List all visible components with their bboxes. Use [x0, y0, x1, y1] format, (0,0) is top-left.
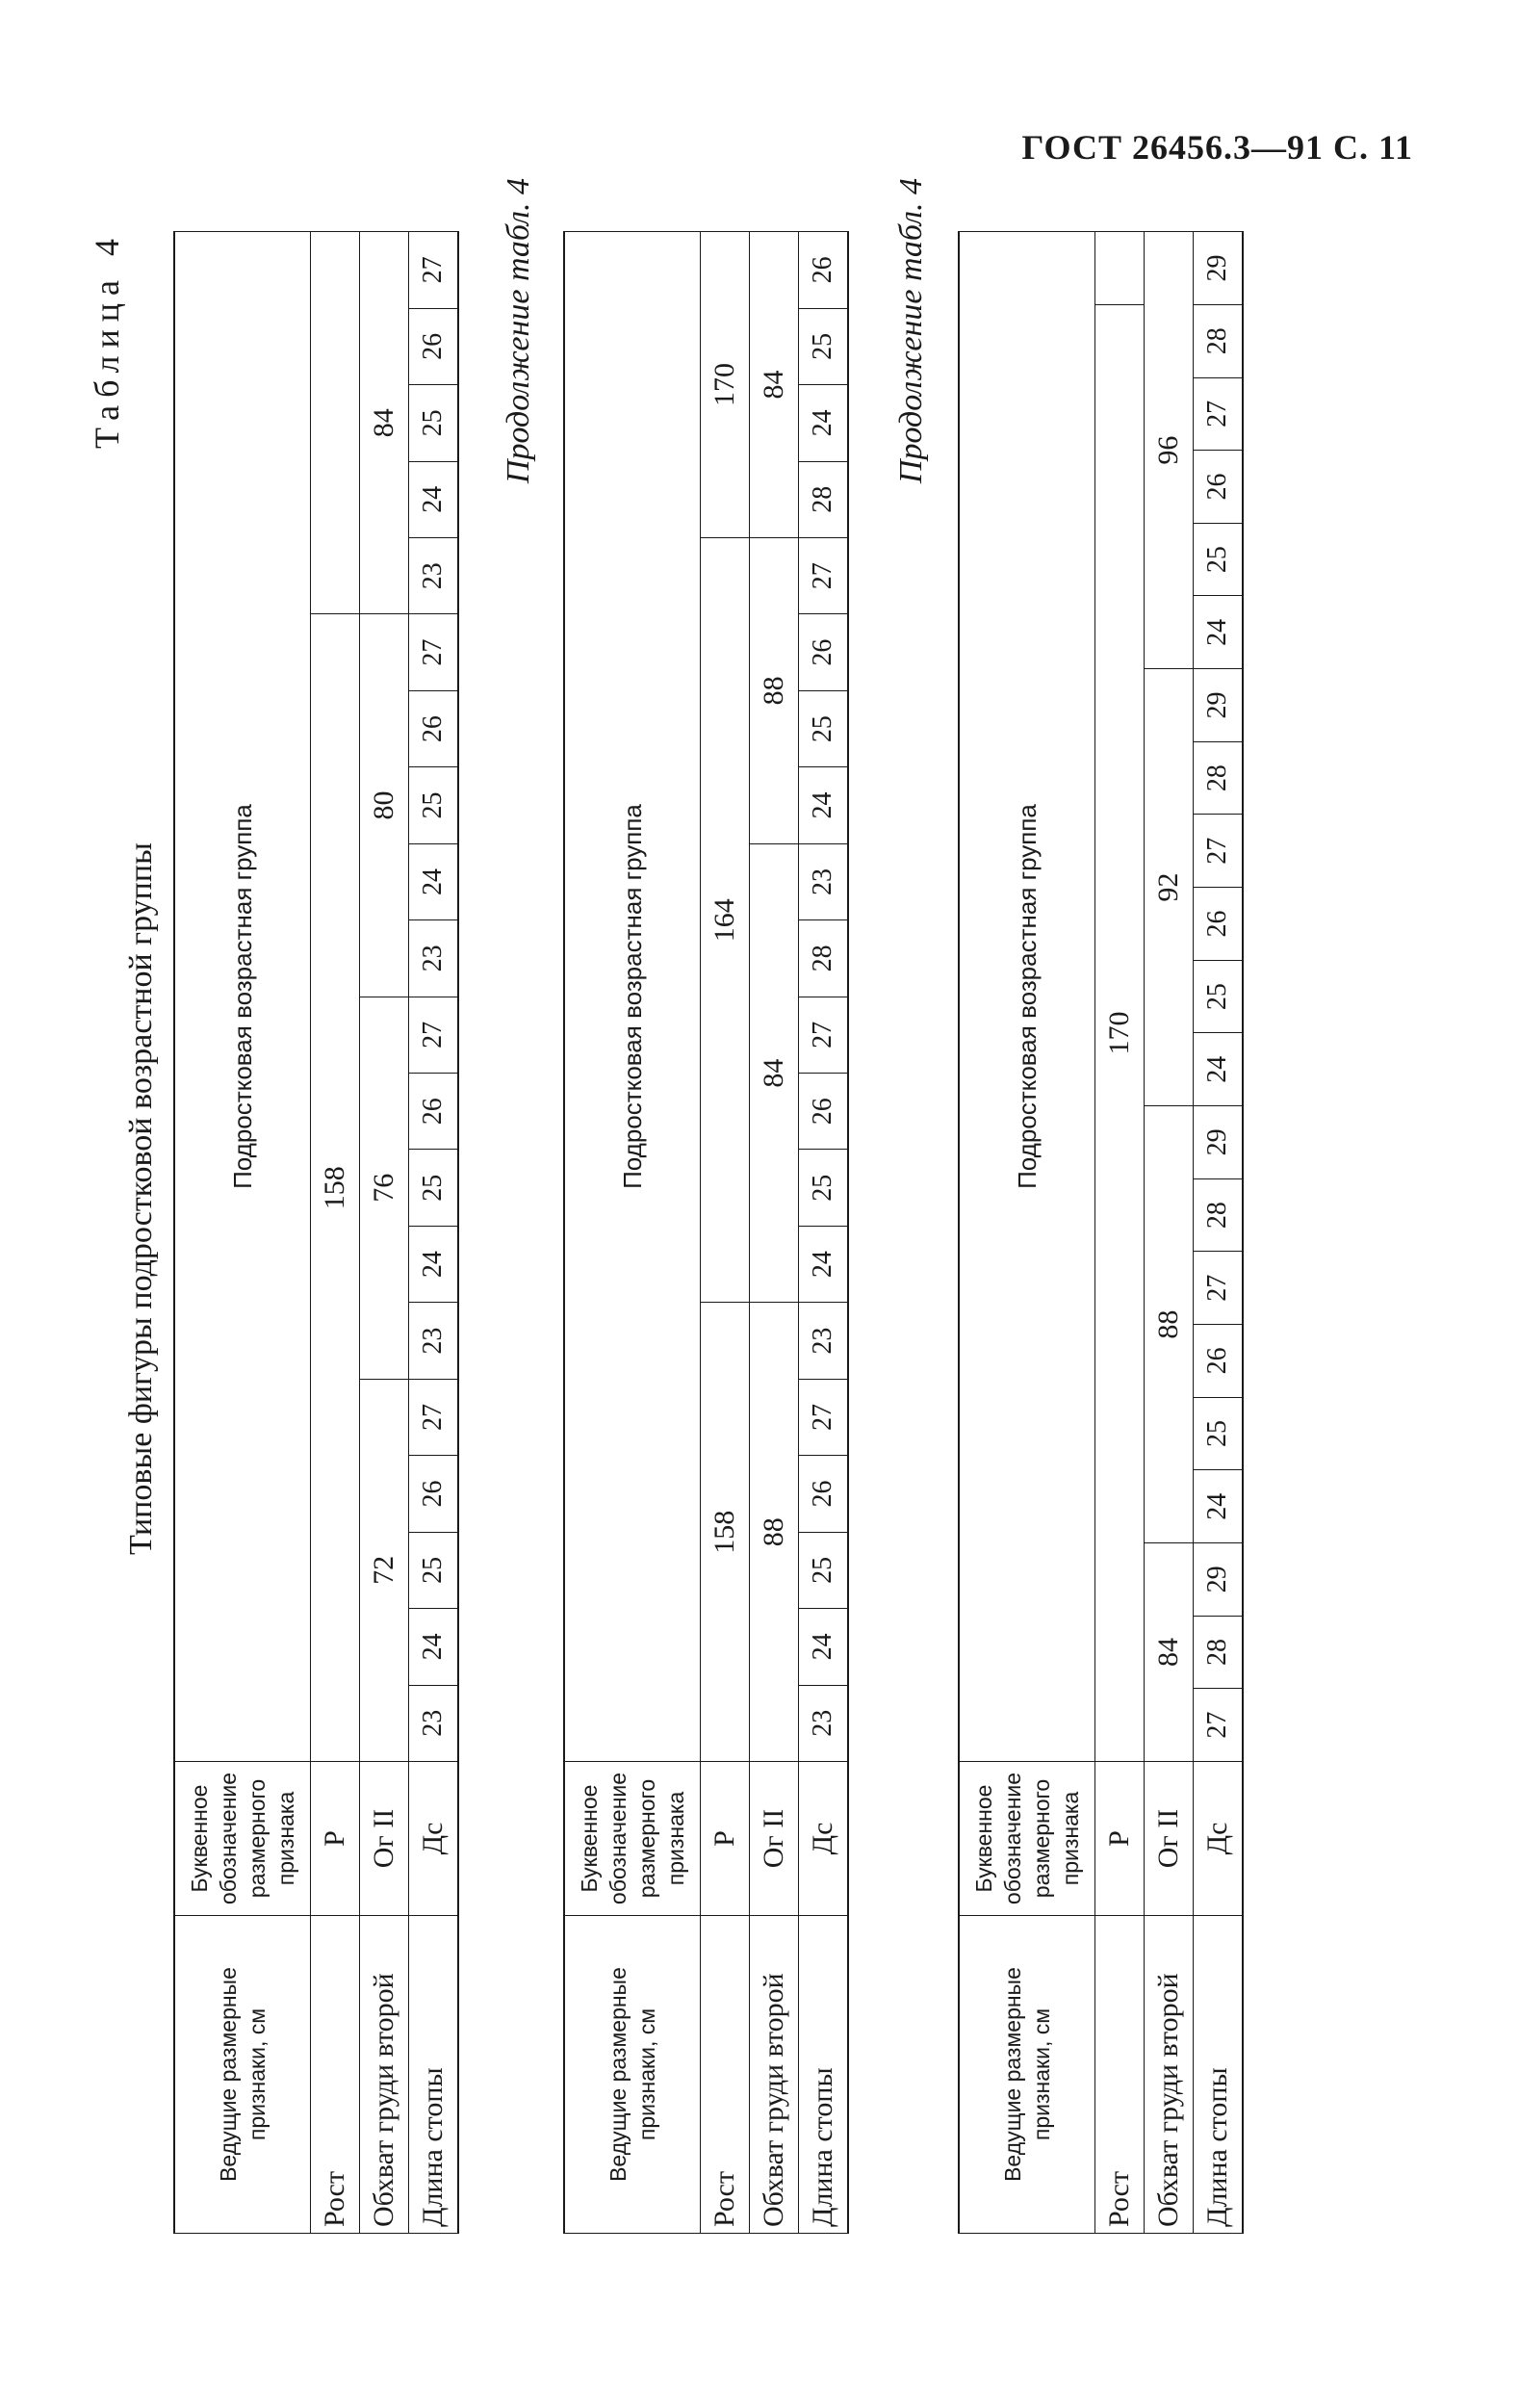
- row-label-height: Рост: [311, 1916, 360, 2234]
- foot-length-value: 27: [1194, 377, 1244, 451]
- foot-length-value: 23: [799, 1685, 849, 1761]
- foot-length-value: 27: [1194, 1689, 1244, 1762]
- row-label-foot: Длина стопы: [1194, 1916, 1244, 2234]
- foot-length-value: 28: [799, 461, 849, 537]
- header-letter-designation: Буквенное обозначение размерного признака: [564, 1762, 701, 1916]
- letter-chest: Ог II: [1145, 1762, 1194, 1916]
- foot-length-value: 26: [409, 690, 459, 766]
- height-blank: [1095, 232, 1145, 305]
- foot-length-value: 28: [1194, 741, 1244, 815]
- letter-height: Р: [311, 1762, 360, 1916]
- foot-length-value: 28: [799, 920, 849, 997]
- foot-length-value: 24: [1194, 596, 1244, 669]
- header-age-group: Подростковая возрастная группа: [174, 232, 311, 1762]
- chest-value: 88: [750, 1303, 799, 1762]
- letter-height: Р: [701, 1762, 750, 1916]
- table-label: Таблица 4: [88, 231, 126, 449]
- foot-length-value: 25: [1194, 523, 1244, 596]
- foot-length-value: 27: [799, 538, 849, 614]
- foot-length-value: 24: [1194, 1470, 1244, 1543]
- foot-length-value: 28: [1194, 304, 1244, 377]
- height-blank: [311, 232, 360, 614]
- table-block-2: [563, 231, 849, 2234]
- chest-value: 76: [360, 997, 409, 1379]
- foot-length-value: 24: [1194, 1033, 1244, 1106]
- foot-length-value: 24: [799, 1609, 849, 1685]
- row-label-height: Рост: [701, 1916, 750, 2234]
- foot-length-value: 25: [409, 767, 459, 843]
- foot-length-value: 25: [1194, 1397, 1244, 1470]
- chest-value: 72: [360, 1379, 409, 1761]
- letter-foot: Дс: [1194, 1762, 1244, 1916]
- chest-value: 84: [750, 232, 799, 538]
- foot-length-value: 28: [1194, 1178, 1244, 1252]
- foot-length-value: 29: [1194, 1106, 1244, 1179]
- row-label-foot: Длина стопы: [409, 1916, 459, 2234]
- height-value: 158: [311, 614, 360, 1762]
- foot-length-value: 26: [409, 1456, 459, 1532]
- foot-length-value: 26: [409, 1074, 459, 1150]
- letter-chest: Ог II: [750, 1762, 799, 1916]
- foot-length-value: 27: [409, 614, 459, 690]
- foot-length-value: 23: [799, 1303, 849, 1379]
- foot-length-value: 28: [1194, 1616, 1244, 1689]
- foot-length-value: 29: [1194, 669, 1244, 742]
- chest-value: 84: [750, 843, 799, 1303]
- foot-length-value: 26: [799, 1456, 849, 1532]
- foot-length-value: 27: [799, 997, 849, 1073]
- size-table-3: [958, 231, 1244, 2234]
- foot-length-value: 26: [1194, 451, 1244, 524]
- continuation-label-1: Продолжение табл. 4: [501, 178, 536, 484]
- header-age-group: Подростковая возрастная группа: [959, 232, 1095, 1762]
- header-letter-designation: Буквенное обозначение размерного признака: [174, 1762, 311, 1916]
- foot-length-value: 24: [799, 1226, 849, 1302]
- foot-length-value: 27: [409, 232, 459, 309]
- chest-value: 84: [1145, 1543, 1194, 1762]
- chest-value: 84: [360, 232, 409, 614]
- rotated-table-area: [87, 164, 1434, 2234]
- foot-length-value: 26: [1194, 888, 1244, 961]
- foot-length-value: 27: [1194, 1252, 1244, 1325]
- foot-length-value: 24: [409, 461, 459, 537]
- height-value: 170: [1095, 304, 1145, 1761]
- height-value: 164: [701, 538, 750, 1303]
- foot-length-value: 23: [799, 843, 849, 919]
- foot-length-value: 26: [1194, 1325, 1244, 1398]
- size-table-1: [173, 231, 459, 2234]
- foot-length-value: 29: [1194, 232, 1244, 305]
- foot-length-value: 24: [409, 843, 459, 919]
- foot-length-value: 25: [409, 1150, 459, 1226]
- header-size-features: Ведущие размерные признаки, см: [959, 1916, 1095, 2234]
- foot-length-value: 25: [1194, 960, 1244, 1033]
- foot-length-value: 23: [409, 920, 459, 997]
- foot-length-value: 24: [799, 767, 849, 843]
- height-value: 170: [701, 232, 750, 538]
- table-caption: Типовые фигуры подростковой возрастной группы: [123, 842, 159, 1555]
- foot-length-value: 23: [409, 1685, 459, 1761]
- chest-value: 88: [750, 538, 799, 844]
- chest-value: 88: [1145, 1106, 1194, 1543]
- foot-length-value: 24: [409, 1226, 459, 1302]
- foot-length-value: 26: [799, 1074, 849, 1150]
- letter-height: Р: [1095, 1762, 1145, 1916]
- foot-length-value: 26: [799, 232, 849, 309]
- letter-foot: Дс: [409, 1762, 459, 1916]
- foot-length-value: 25: [799, 308, 849, 384]
- foot-length-value: 23: [409, 1303, 459, 1379]
- row-label-chest: Обхват груди второй: [360, 1916, 409, 2234]
- foot-length-value: 26: [409, 308, 459, 384]
- header-size-features: Ведущие размерные признаки, см: [174, 1916, 311, 2234]
- row-label-chest: Обхват груди второй: [1145, 1916, 1194, 2234]
- foot-length-value: 24: [799, 385, 849, 461]
- height-value: 158: [701, 1303, 750, 1762]
- row-label-chest: Обхват груди второй: [750, 1916, 799, 2234]
- row-label-height: Рост: [1095, 1916, 1145, 2234]
- continuation-label-2: Продолжение табл. 4: [893, 178, 929, 484]
- foot-length-value: 27: [1194, 815, 1244, 888]
- chest-value: 92: [1145, 669, 1194, 1106]
- foot-length-value: 27: [409, 1379, 459, 1455]
- letter-chest: Ог II: [360, 1762, 409, 1916]
- foot-length-value: 25: [409, 1532, 459, 1608]
- foot-length-value: 25: [409, 385, 459, 461]
- table-block-1: [173, 231, 459, 2234]
- foot-length-value: 29: [1194, 1543, 1244, 1617]
- foot-length-value: 25: [799, 690, 849, 766]
- foot-length-value: 27: [409, 997, 459, 1073]
- foot-length-value: 26: [799, 614, 849, 690]
- chest-value: 96: [1145, 232, 1194, 669]
- foot-length-value: 25: [799, 1532, 849, 1608]
- foot-length-value: 23: [409, 538, 459, 614]
- chest-value: 80: [360, 614, 409, 997]
- row-label-foot: Длина стопы: [799, 1916, 849, 2234]
- foot-length-value: 24: [409, 1609, 459, 1685]
- header-size-features: Ведущие размерные признаки, см: [564, 1916, 701, 2234]
- header-letter-designation: Буквенное обозначение размерного признака: [959, 1762, 1095, 1916]
- header-age-group: Подростковая возрастная группа: [564, 232, 701, 1762]
- foot-length-value: 27: [799, 1379, 849, 1455]
- size-table-2: [563, 231, 849, 2234]
- table-block-3: [958, 231, 1244, 2234]
- foot-length-value: 25: [799, 1150, 849, 1226]
- page-header: ГОСТ 26456.3—91 С. 11: [1021, 128, 1413, 167]
- letter-foot: Дс: [799, 1762, 849, 1916]
